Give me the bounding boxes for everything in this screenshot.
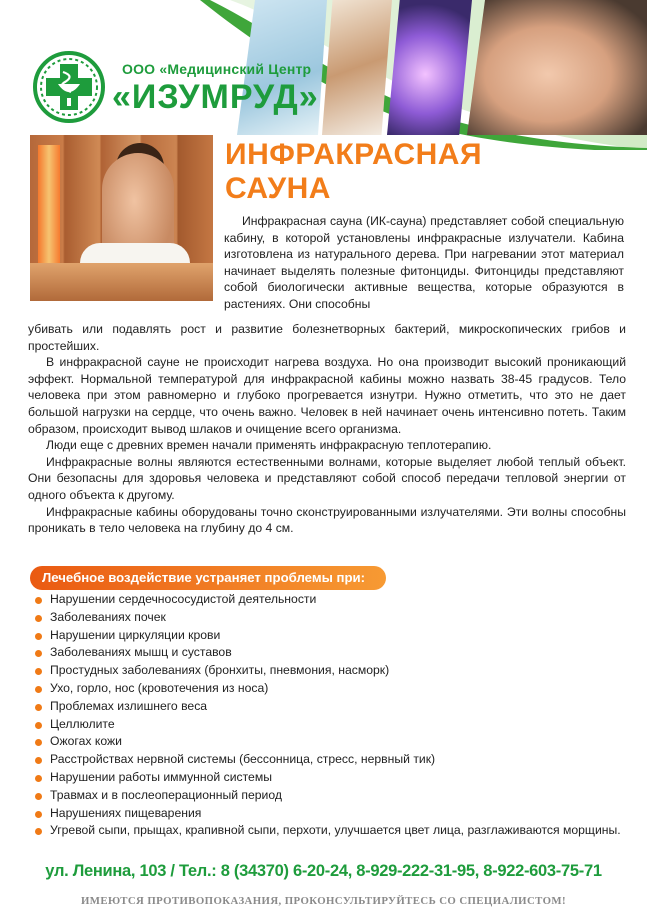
article-body <box>28 321 626 537</box>
list-item: Угревой сыпи, прыщах, крапивной сыпи, перхоти, улучшается цвет лица, разглаживаются морщины. <box>34 822 630 839</box>
list-item: Ухо, горло, нос (кровотечения из носа) <box>34 680 630 698</box>
company-name-small: ООО «Медицинский Центр <box>122 61 312 77</box>
list-item: Расстройствах нервной системы (бессонница, стресс, нервный тик) <box>34 751 630 769</box>
list-item: Нарушении сердечнососудистой деятельности <box>34 591 630 609</box>
list-item: Нарушении циркуляции крови <box>34 627 630 645</box>
paragraph-2: Люди еще с древних времен начали применять инфракрасную теплотерапию. <box>46 438 492 453</box>
title-line-2: САУНА <box>225 172 331 205</box>
light-therapy-photo <box>387 0 472 135</box>
list-item: Простудных заболеваниях (бронхиты, пневмония, насморк) <box>34 662 630 680</box>
pharmacy-bowl-snake-emblem-icon <box>32 50 106 124</box>
list-item: Заболеваниях мышц и суставов <box>34 644 630 662</box>
list-item: Заболеваниях почек <box>34 609 630 627</box>
contraindications-warning: ИМЕЮТСЯ ПРОТИВОПОКАЗАНИЯ, ПРОКОНСУЛЬТИРУЙТЕСЬ СО СПЕЦИАЛИСТОМ! <box>80 895 566 907</box>
list-item: Целлюлите <box>34 716 630 734</box>
page-title <box>225 138 482 206</box>
contact-info: ул. Ленина, 103 / Тел.: 8 (34370) 6-20-24, 8-929-222-31-95, 8-922-603-75-71 <box>45 862 602 880</box>
massage-photo <box>467 0 647 135</box>
sauna-woman-photo <box>30 135 213 301</box>
company-name-big: «ИЗУМРУД» <box>112 78 319 116</box>
section-banner: Лечебное воздействие устраняет проблемы при: <box>30 566 386 590</box>
intro-continuation: убивать или подавлять рост и развитие болезнетворных бактерий, микроскопических грибов и простейших. <box>28 322 626 353</box>
conditions-list <box>34 591 630 840</box>
title-line-1: ИНФРАКРАСНАЯ <box>225 138 483 171</box>
list-item: Проблемах излишнего веса <box>34 698 630 716</box>
nurse-photo <box>322 0 392 135</box>
list-item: Травмах и в послеоперационный период <box>34 787 630 805</box>
paragraph-4: Инфракрасные кабины оборудованы точно сконструированными излучателями. Эти волны способны проникать в тело человека на глубину до 4 см. <box>28 504 626 536</box>
intro-paragraph <box>224 213 624 313</box>
paragraph-1: В инфракрасной сауне не происходит нагрева воздуха. Но она производит высокий проникающий эффект. Нормальной температурой для инфракрасной кабины можно назвать 38-45 градусов. Тело человека при этом равномерно и глубоко прогревается изнутри. Нужно отметить, что это не дает большой нагрузки на сердце, что очень важно. Человек в ней начинает очень интенсивно потеть. Таким образом, происходит вывод шлаков и очищение всего организма. <box>28 355 626 436</box>
intro-text: Инфракрасная сауна (ИК-сауна) представляет собой специальную кабину, в которой установлены инфракрасные излучатели. Кабина изготовлена из натурального дерева. При нагревании этот материал начинает выделять полезные фитонциды. Фитонциды представляют собой биологически активные вещества, которые образуются в растениях. Они способны <box>224 214 624 311</box>
paragraph-3: Инфракрасные волны являются естественными волнами, которые выделяет любой теплый объект. Они безопасны для здоровья человека и представляют собой способ передачи тепловой энергии от одного объекта к другому. <box>28 454 626 502</box>
list-item: Ожогах кожи <box>34 733 630 751</box>
list-item: Нарушениях пищеварения <box>34 805 630 823</box>
list-item: Нарушении работы иммунной системы <box>34 769 630 787</box>
